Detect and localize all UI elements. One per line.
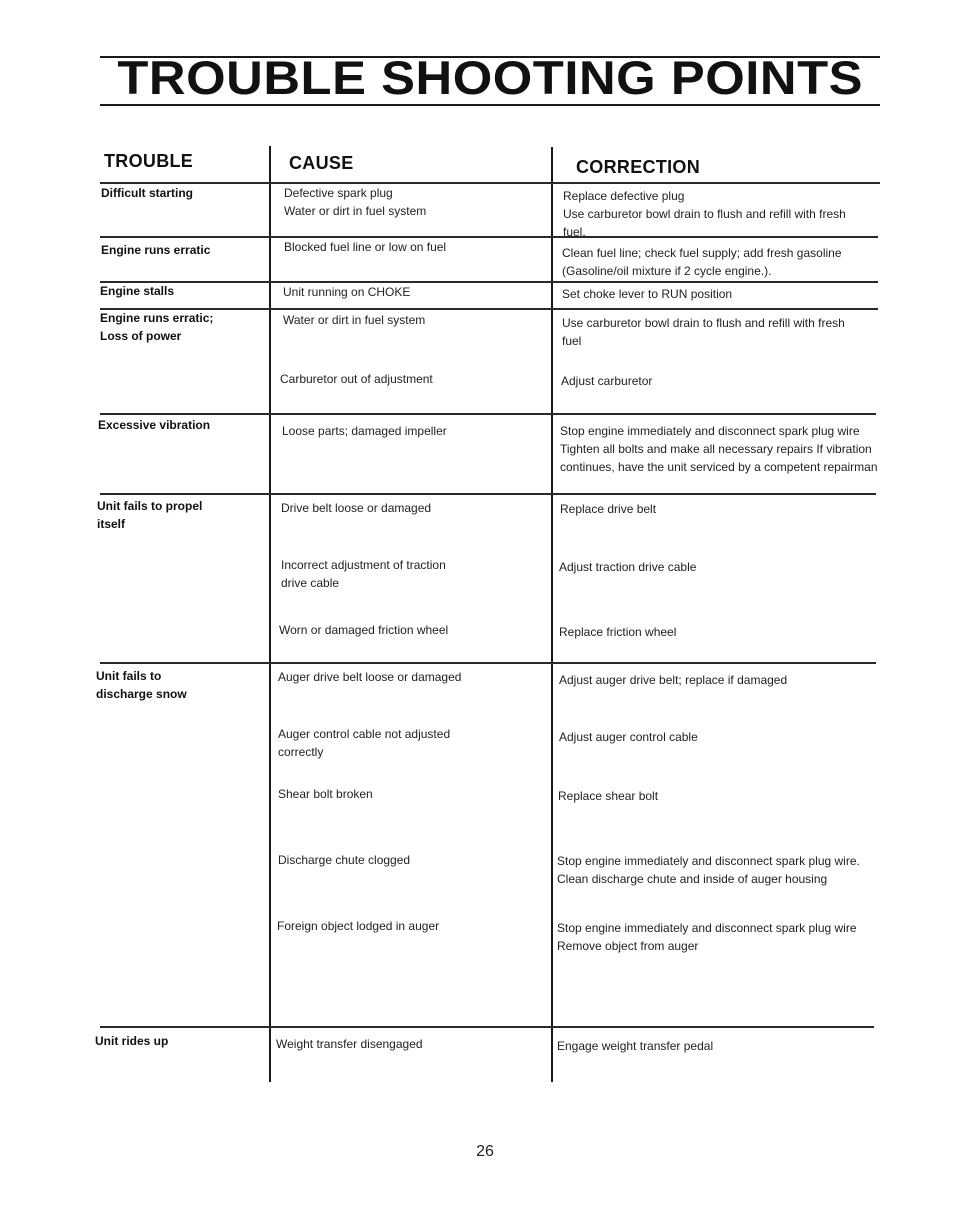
header-correction: CORRECTION: [576, 157, 700, 177]
row-separator: [100, 1026, 874, 1028]
cause-text: Water or dirt in fuel system: [283, 313, 426, 327]
cause-text: Auger drive belt loose or damaged: [278, 670, 462, 684]
correction-text: Clean fuel line; check fuel supply; add fresh gasoline (Gasoline/oil mixture if 2 cycle engine.).: [562, 246, 842, 278]
trouble-engine-stalls: Engine stalls: [100, 284, 175, 298]
correction-text: Stop engine immediately and disconnect spark plug wire. Clean discharge chute and inside of auger housing: [557, 854, 860, 886]
trouble-engine-runs-erratic: Engine runs erratic: [101, 243, 211, 257]
correction-text: Engage weight transfer pedal: [557, 1039, 714, 1053]
cause-text: Drive belt loose or damaged: [281, 501, 432, 515]
cause-text: Shear bolt broken: [278, 787, 373, 801]
trouble-unit-fails-to-discharge-snow: Unit fails to discharge snow: [96, 669, 187, 701]
row-separator: [100, 662, 876, 664]
cause-text: Water or dirt in fuel system: [284, 204, 427, 218]
correction-text: Replace shear bolt: [558, 789, 659, 803]
correction-text: Replace friction wheel: [559, 625, 677, 639]
correction-text: Stop engine immediately and disconnect spark plug wire Remove object from auger: [557, 921, 857, 953]
cause-text: Weight transfer disengaged: [276, 1037, 423, 1051]
header-cause: CAUSE: [289, 153, 354, 173]
page-number: 26: [476, 1143, 494, 1160]
trouble-excessive-vibration: Excessive vibration: [98, 418, 211, 432]
title-bottom-rule: [100, 104, 880, 106]
correction-text: Adjust auger control cable: [559, 730, 698, 744]
cause-text: Loose parts; damaged impeller: [282, 424, 447, 438]
correction-text: Use carburetor bowl drain to flush and refill with fresh fuel: [562, 316, 845, 348]
cause-text: Defective spark plug: [284, 186, 393, 200]
correction-text: Adjust auger drive belt; replace if damaged: [559, 673, 788, 687]
divider-trouble-cause: [269, 146, 271, 1082]
correction-text: Set choke lever to RUN position: [562, 287, 733, 301]
correction-text: Adjust carburetor: [561, 374, 653, 388]
cause-text: Blocked fuel line or low on fuel: [284, 240, 447, 254]
cause-text: Carburetor out of adjustment: [280, 372, 433, 386]
correction-text: Stop engine immediately and disconnect spark plug wire Tighten all bolts and make all necessary repairs If vibration continues, have the unit serviced by a competent repairman: [560, 424, 878, 474]
correction-text: Replace defective plug: [563, 189, 685, 203]
trouble-difficult-starting: Difficult starting: [101, 186, 193, 200]
cause-text: Discharge chute clogged: [278, 853, 411, 867]
header-trouble: TROUBLE: [104, 151, 194, 171]
cause-text: Worn or damaged friction wheel: [279, 623, 449, 637]
trouble-engine-runs-erratic-loss-of-power: Engine runs erratic; Loss of power: [100, 311, 214, 343]
page-title: TROUBLE SHOOTING POINTS: [117, 51, 863, 104]
row-separator: [100, 413, 876, 415]
row-separator: [100, 493, 876, 495]
cause-text: Incorrect adjustment of traction drive cable: [281, 558, 446, 590]
cause-text: Foreign object lodged in auger: [277, 919, 440, 933]
correction-text: Use carburetor bowl drain to flush and refill with fresh fuel.: [563, 207, 846, 239]
cause-text: Unit running on CHOKE: [283, 285, 411, 299]
cause-text: Auger control cable not adjusted correctly: [278, 727, 451, 759]
correction-text: Replace drive belt: [560, 502, 657, 516]
trouble-unit-rides-up: Unit rides up: [95, 1034, 169, 1048]
divider-cause-correction: [551, 147, 553, 1082]
correction-text: Adjust traction drive cable: [559, 560, 697, 574]
trouble-unit-fails-to-propel: Unit fails to propel itself: [97, 499, 203, 531]
